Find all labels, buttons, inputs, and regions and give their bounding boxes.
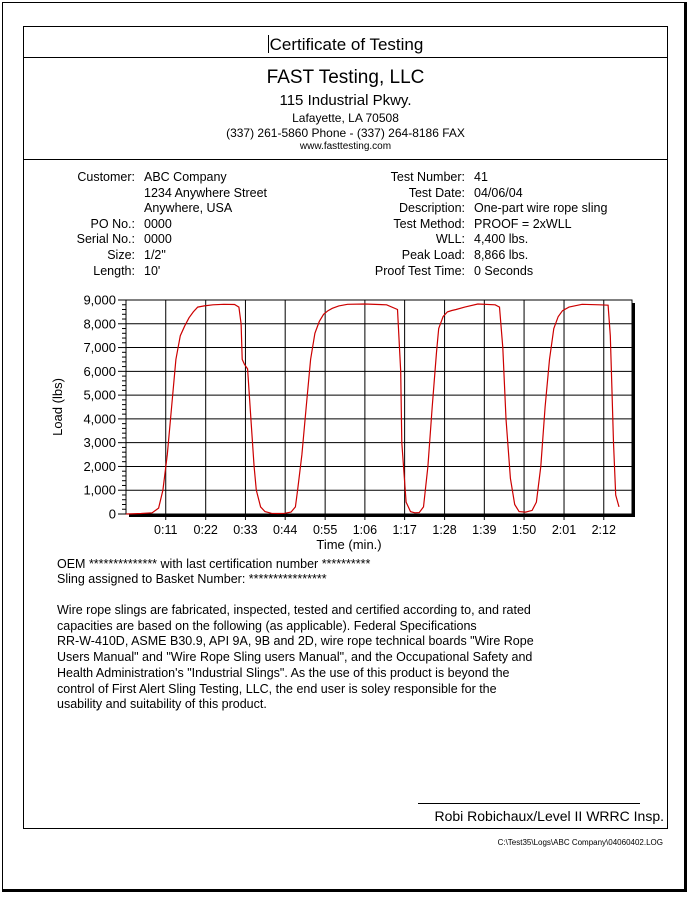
load-chart-svg: [40, 286, 650, 556]
customer-city: Anywhere, USA: [144, 201, 233, 216]
customer-value: ABC Company: [144, 170, 227, 184]
po-value: 0000: [144, 216, 172, 231]
x-tick-label: 2:01: [551, 523, 577, 537]
size-label: Size:: [107, 248, 135, 262]
y-tick-label: 3,000: [83, 435, 116, 451]
x-tick-label: 1:50: [511, 523, 537, 537]
paragraph-line: Users Manual" and "Wire Rope Sling users Manual", and the Occupational Safety and: [57, 650, 533, 665]
disclaimer-paragraph: [57, 603, 597, 713]
plot-area: [126, 300, 632, 514]
paragraph-line: Health Administration's "Industrial Slings". As the use of this product is beyond the: [57, 665, 510, 680]
peak-load-value: 8,866 lbs.: [474, 248, 529, 262]
y-tick-label: 5,000: [83, 387, 116, 403]
paragraph-line: RR-W-410D, ASME B30.9, API 9A, 9B and 2D, wire rope technical boards "Wire Rope: [57, 634, 534, 649]
y-tick-label: 7,000: [83, 340, 116, 356]
y-tick-label: 6,000: [83, 363, 116, 379]
x-tick-label: 2:12: [591, 523, 616, 537]
test-date-value: 04/06/04: [474, 185, 523, 200]
company-street: 115 Industrial Pkwy.: [279, 92, 412, 109]
description-value: One-part wire rope sling: [474, 201, 608, 216]
signature: Robi Robichaux/Level II WRRC Insp.: [434, 808, 664, 824]
test-number-value: 41: [474, 170, 488, 184]
proof-time-label: Proof Test Time:: [374, 263, 465, 278]
x-tick-label: 1:28: [432, 523, 457, 537]
y-axis-label: Load (lbs): [50, 378, 65, 436]
company-city: Lafayette, LA 70508: [292, 111, 399, 125]
test-date-label: Test Date:: [408, 185, 465, 200]
company-name: FAST Testing, LLC: [266, 67, 425, 88]
x-tick-label: 1:39: [472, 523, 497, 537]
test-method-value: PROOF = 2xWLL: [474, 216, 572, 231]
description-label: Description:: [399, 201, 465, 216]
serial-value: 0000: [144, 232, 172, 247]
y-tick-label: 4,000: [83, 411, 116, 427]
x-tick-label: 0:11: [154, 523, 178, 537]
test-method-label: Test Method:: [393, 216, 465, 231]
paragraph-line: Wire rope slings are fabricated, inspected, tested and certified according to, and rated: [57, 603, 531, 617]
title-divider: [23, 57, 668, 58]
x-axis-label: Time (min.): [316, 537, 382, 552]
serial-label: Serial No.:: [76, 232, 135, 247]
paragraph-line: control of First Alert Sling Testing, LLC, the end user is soley responsible for the: [57, 681, 497, 696]
x-tick-label: 0:55: [312, 523, 338, 537]
x-tick-label: 0:33: [233, 523, 258, 537]
header-divider: [23, 159, 668, 160]
length-value: 10': [144, 263, 161, 278]
proof-time-value: 0 Seconds: [474, 263, 534, 278]
basket-line: Sling assigned to Basket Number: ****************: [57, 572, 327, 586]
document-title-text: Certificate of Testing: [269, 35, 424, 54]
x-tick-label: 1:17: [392, 523, 417, 537]
test-number-label: Test Number:: [390, 170, 465, 184]
signature-line: [418, 803, 640, 804]
x-tick-label: 0:44: [273, 523, 298, 537]
file-path: C:\Test35\Logs\ABC Company\04060402.LOG: [497, 838, 663, 847]
size-value: 1/2": [144, 248, 166, 262]
y-tick-label: 8,000: [83, 316, 116, 332]
customer-street: 1234 Anywhere Street: [144, 185, 267, 200]
peak-load-label: Peak Load:: [401, 248, 465, 262]
company-website[interactable]: www.fasttesting.com: [299, 141, 392, 152]
y-tick-label: 1,000: [83, 482, 116, 498]
customer-label: Customer:: [77, 170, 135, 184]
wll-value: 4,400 lbs.: [474, 232, 529, 247]
paragraph-line: usability and suitability of this product.: [57, 697, 267, 712]
load-chart: [40, 286, 650, 556]
text-cursor: [268, 35, 269, 53]
company-phone: (337) 261-5860 Phone - (337) 264-8186 FAX: [226, 126, 465, 140]
x-tick-label: 1:06: [352, 523, 378, 537]
length-label: Length:: [93, 263, 135, 278]
paragraph-line: capacities are based on the following (as applicable). Federal Specifications: [57, 618, 477, 633]
document-title: [23, 35, 668, 55]
y-tick-label: 0: [108, 506, 116, 522]
y-tick-label: 2,000: [83, 458, 116, 474]
wll-label: WLL:: [435, 232, 465, 247]
x-tick-label: 0:22: [193, 523, 218, 537]
test-info: [0, 170, 680, 280]
oem-line: OEM ************** with last certification number **********: [57, 557, 371, 571]
y-tick-label: 9,000: [83, 292, 116, 308]
po-label: PO No.:: [90, 216, 135, 231]
